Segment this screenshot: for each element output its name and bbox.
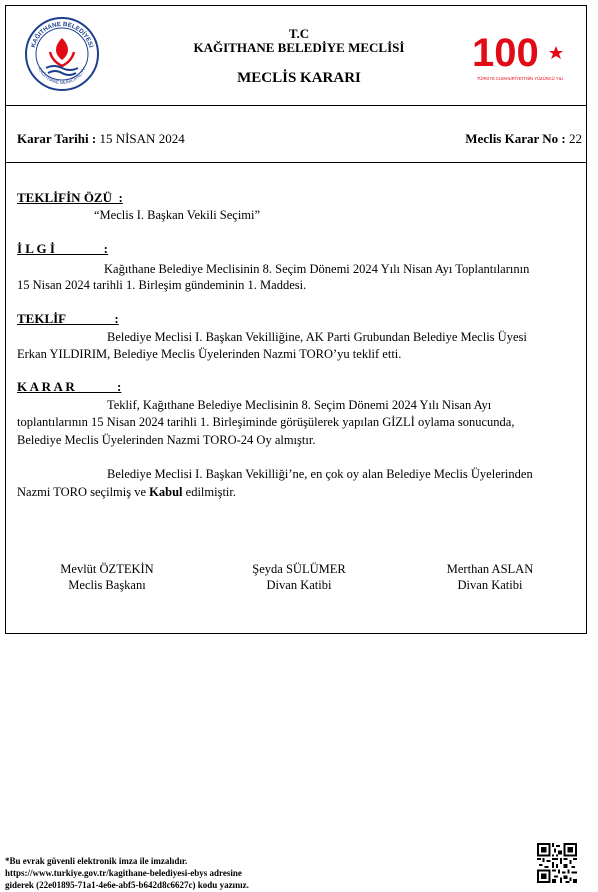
karar2-text-bold: Kabul (149, 485, 183, 499)
decision-date-label: Karar Tarihi : (17, 131, 97, 146)
signature-name: Şeyda SÜLÜMER (252, 562, 346, 576)
signature-title: Divan Katibi (457, 578, 523, 592)
section-ilgi-line2: 15 Nisan 2024 tarihli 1. Birleşim gündeminin 1. Maddesi. (17, 278, 307, 292)
republic-100th-year-logo (470, 26, 570, 84)
decision-date-value: 15 NİSAN 2024 (96, 131, 185, 146)
section-karar-label: K A R A R : (17, 379, 122, 394)
logo-top-text: KAĞITHANE BELEDİYESİ (29, 20, 95, 49)
signature-name: Mevlüt ÖZTEKİN (60, 562, 154, 576)
section-teklif-label: TEKLİF : (17, 311, 119, 326)
signature-block-2 (214, 561, 384, 593)
section-teklifin-ozu-text: “Meclis I. Başkan Vekili Seçimi” (94, 208, 261, 222)
karar2-text-pre: Nazmi TORO seçilmiş ve (17, 485, 150, 499)
e-signature-footer (5, 855, 249, 891)
section-karar-line2: toplantılarının 15 Nisan 2024 tarihli 1. Birleşiminde görüşülerek yapılan GİZLİ oylama sonucunda, (17, 415, 515, 429)
section-karar2-line2 (17, 484, 236, 500)
footer-line-1: *Bu evrak güvenli elektronik imza ile imzalıdır. (5, 856, 188, 866)
qr-code-icon (537, 843, 577, 883)
header-tc: T.C (288, 26, 310, 41)
karar2-text-post: edilmiştir. (182, 485, 237, 499)
logo-100-caption: TÜRKİYE CUMHURİYETİ'NİN YÜZÜNCÜ YILI (476, 76, 564, 81)
section-karar2-line1: Belediye Meclisi I. Başkan Vekilliği’ne, en çok oy alan Belediye Meclis Üyelerinden (107, 467, 533, 481)
section-karar-line3: Belediye Meclis Üyelerinden Nazmi TORO-24 Oy almıştır. (17, 433, 316, 447)
signature-name: Merthan ASLAN (446, 562, 534, 576)
section-karar-line1: Teklif, Kağıthane Belediye Meclisinin 8. Seçim Dönemi 2024 Yılı Nisan Ayı (107, 398, 492, 412)
section-ilgi-line1: Kağıthane Belediye Meclisinin 8. Seçim Dönemi 2024 Yılı Nisan Ayı Toplantılarının (104, 262, 530, 276)
document-title: MECLİS KARARI (237, 70, 361, 86)
section-ilgi-label: İ L G İ : (17, 241, 109, 256)
meta-divider (5, 162, 587, 163)
signature-title: Meclis Başkanı (68, 578, 146, 592)
decision-number-label: Meclis Karar No : (465, 131, 566, 146)
signature-block-1 (22, 561, 192, 593)
section-teklifin-ozu-label: TEKLİFİN ÖZÜ : (17, 190, 123, 205)
header-council-name: KAĞITHANE BELEDİYE MECLİSİ (193, 40, 405, 55)
decision-number-value: 22 (565, 131, 582, 146)
section-teklif-line2: Erkan YILDIRIM, Belediye Meclis Üyelerinden Nazmi TORO’yu teklif etti. (17, 347, 402, 361)
section-teklif-line1: Belediye Meclisi I. Başkan Vekilliğine, AK Parti Grubundan Belediye Meclis Üyesi (107, 330, 527, 344)
signature-block-3 (405, 561, 575, 593)
decision-number (465, 131, 582, 147)
signature-title: Divan Katibi (266, 578, 332, 592)
decision-date (17, 131, 185, 147)
header-divider (5, 105, 587, 106)
footer-line-3: giderek (22e01895-71a1-4e6e-abf5-b642d8c6627c) kodu yazınız. (5, 880, 249, 890)
footer-line-2: https://www.turkiye.gov.tr/kagithane-belediyesi-ebys adresine (5, 868, 242, 878)
logo-bottom-text: KAĞITHANE MUNICIPALITY (37, 66, 87, 86)
logo-100-number: 100 (472, 31, 539, 75)
